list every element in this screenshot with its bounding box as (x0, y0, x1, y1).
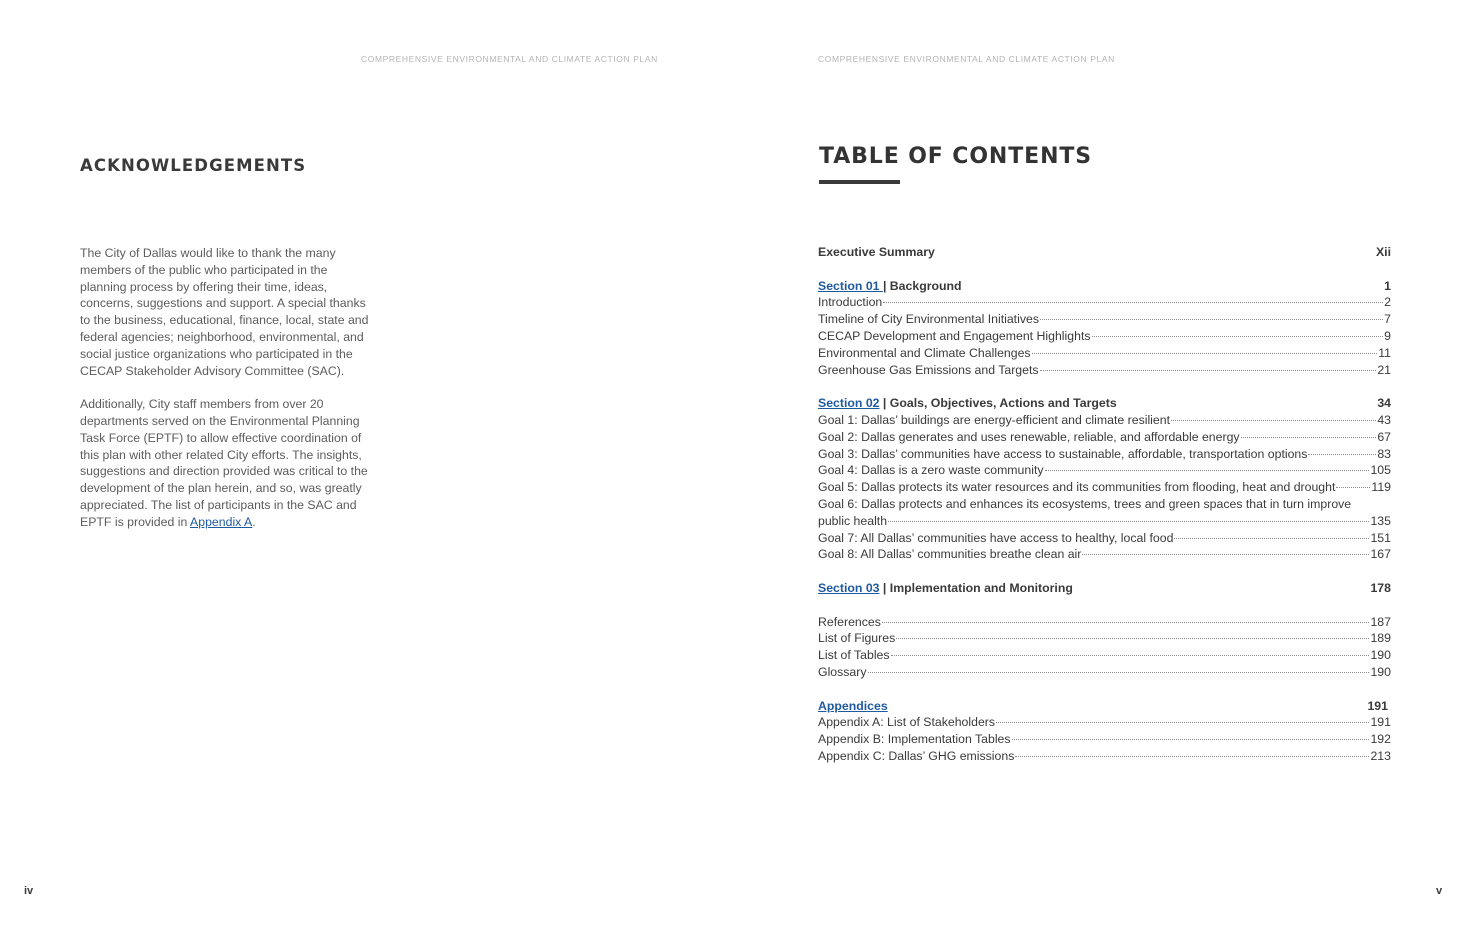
toc-leader-dots (1045, 470, 1370, 471)
toc-entry-page: 21 (1377, 362, 1391, 377)
toc-heading-section-3 (818, 580, 1391, 597)
toc-title-underline (819, 180, 900, 184)
toc-entry-page: 167 (1370, 547, 1391, 562)
toc-leader-dots (1040, 370, 1377, 371)
toc-heading-page: Xii (1375, 245, 1391, 259)
toc-leader-dots (1032, 353, 1378, 354)
page-number-right: v (1436, 885, 1443, 897)
toc-heading-label (818, 395, 1117, 412)
toc-heading-page: 178 (1370, 580, 1391, 595)
toc-entry-goal-6[interactable] (818, 496, 1391, 530)
toc-entry[interactable] (818, 412, 1391, 429)
toc-leader-dots (1308, 454, 1376, 455)
toc-leader-dots (882, 622, 1370, 623)
toc-entry-page: 192 (1370, 732, 1391, 747)
toc-entry-label: Appendix C: Dallas’ GHG emissions (818, 748, 1015, 763)
running-header-left: COMPREHENSIVE ENVIRONMENTAL AND CLIMATE ACTION PLAN (361, 54, 658, 64)
toc-leader-dots (1015, 756, 1369, 757)
table-of-contents (818, 244, 1391, 765)
toc-entry-page: 2 (1384, 295, 1391, 310)
toc-leader-dots (1174, 538, 1369, 539)
toc-entry-page: 11 (1378, 345, 1391, 360)
toc-entry[interactable] (818, 311, 1391, 328)
toc-heading-label (818, 278, 962, 295)
toc-entry[interactable] (818, 362, 1391, 379)
toc-entry[interactable] (818, 546, 1391, 563)
toc-heading-executive-summary[interactable] (818, 244, 1391, 261)
toc-entry-label: Goal 5: Dallas protects its water resources and its communities from flooding, heat and drought (818, 480, 1336, 495)
toc-title: TABLE OF CONTENTS (819, 144, 1093, 169)
toc-entry-page: 119 (1371, 480, 1391, 495)
running-header-right: COMPREHENSIVE ENVIRONMENTAL AND CLIMATE ACTION PLAN (818, 54, 1115, 64)
toc-leader-dots (1092, 336, 1384, 337)
toc-entry[interactable] (818, 530, 1391, 547)
toc-entry-label: Goal 4: Dallas is a zero waste community (818, 463, 1044, 478)
section-03-link[interactable]: Section 03 (818, 580, 880, 595)
toc-leader-dots (883, 302, 1383, 303)
toc-leader-dots (1082, 554, 1369, 555)
toc-entry-page: 189 (1370, 631, 1391, 646)
toc-leader-dots (896, 638, 1369, 639)
toc-entry[interactable] (818, 328, 1391, 345)
toc-heading-page: 1 (1384, 278, 1391, 293)
toc-entry-label-line-2: public health (818, 513, 888, 528)
toc-entry[interactable] (818, 429, 1391, 446)
acknowledgements-body (80, 245, 370, 531)
toc-exec-summary-group (818, 244, 1391, 261)
section-02-link[interactable]: Section 02 (818, 396, 880, 411)
toc-entry-label: List of Figures (818, 631, 896, 646)
toc-entry-label: Appendix A: List of Stakeholders (818, 715, 996, 730)
appendix-a-link[interactable]: Appendix A (190, 514, 253, 529)
acknowledgements-paragraph-2 (80, 396, 370, 530)
toc-heading-label (818, 698, 888, 715)
paragraph-2-text: Additionally, City staff members from over 20 departments served on the Environmental Planning Task Force (EPTF) to allow effective coordination of this plan with other related City efforts. The insights, suggestions and direction provided was critical to the development of the plan herein, and so, was greatly appreciated. The list of participants in the SAC and EPTF is provided in (80, 397, 368, 529)
toc-entry-page: 190 (1370, 664, 1391, 679)
toc-heading-page: 34 (1377, 396, 1391, 411)
toc-leader-dots (1012, 739, 1370, 740)
toc-leader-dots (996, 722, 1369, 723)
toc-entry-page: 213 (1370, 748, 1391, 763)
toc-entry[interactable] (818, 345, 1391, 362)
toc-entry-label: References (818, 614, 881, 629)
toc-entry-label: Goal 3: Dallas’ communities have access to sustainable, affordable, transportation options (818, 446, 1308, 461)
acknowledgements-paragraph-1: The City of Dallas would like to thank the many members of the public who participated in the planning process by offering their time, ideas, concerns, suggestions and support. A special thanks to the business, educational, finance, local, state and federal agencies; neighborhood, environmental, and social justice organizations who participated in the CECAP Stakeholder Advisory Committee (SAC). (80, 246, 369, 378)
toc-entry[interactable] (818, 479, 1391, 496)
toc-leader-dots (888, 521, 1369, 522)
toc-entry-page: 7 (1384, 312, 1391, 327)
toc-entry-page: 135 (1370, 513, 1391, 528)
toc-entry-label: Environmental and Climate Challenges (818, 345, 1031, 360)
toc-heading-appendices (818, 698, 1391, 715)
toc-entry-label: Goal 1: Dallas’ buildings are energy-efficient and climate resilient (818, 412, 1171, 427)
paragraph-2-end: . (252, 514, 256, 529)
toc-heading-section-1 (818, 278, 1391, 295)
toc-section-2-group (818, 395, 1391, 563)
toc-entry[interactable] (818, 614, 1391, 631)
toc-entry-label: Introduction (818, 295, 883, 310)
toc-leader-dots (1336, 487, 1370, 488)
toc-entry[interactable] (818, 664, 1391, 681)
toc-leader-dots (868, 672, 1370, 673)
toc-entry-label-line-1: Goal 6: Dallas protects and enhances its ecosystems, trees and green spaces that in turn improve (818, 496, 1352, 511)
toc-entry[interactable] (818, 446, 1391, 463)
toc-leader-dots (1171, 420, 1376, 421)
toc-leader-dots (1241, 437, 1377, 438)
toc-section-3-group (818, 580, 1391, 597)
toc-entry[interactable] (818, 462, 1391, 479)
toc-entry-label: Appendix B: Implementation Tables (818, 732, 1011, 747)
toc-entry-page: 9 (1384, 328, 1391, 343)
toc-entry-label: List of Tables (818, 648, 890, 663)
toc-entry[interactable] (818, 647, 1391, 664)
toc-heading-label: Executive Summary (818, 245, 935, 259)
toc-entry-page: 105 (1370, 463, 1391, 478)
toc-heading-label (818, 580, 1073, 597)
toc-entry[interactable] (818, 731, 1391, 748)
page-number-left: iv (24, 885, 34, 897)
toc-entry-label: CECAP Development and Engagement Highlights (818, 328, 1091, 343)
toc-entry-label: Greenhouse Gas Emissions and Targets (818, 362, 1039, 377)
section-01-title: | Background (882, 278, 962, 293)
toc-entry-label: Goal 8: All Dallas’ communities breathe clean air (818, 547, 1082, 562)
toc-entry[interactable] (818, 294, 1391, 311)
toc-leader-dots (891, 655, 1370, 656)
toc-section-1-group (818, 278, 1391, 379)
toc-entry[interactable] (818, 714, 1391, 731)
section-01-link[interactable]: Section 01 (818, 278, 883, 293)
toc-entry-label: Timeline of City Environmental Initiatives (818, 312, 1039, 327)
toc-entry-page: 43 (1377, 412, 1391, 427)
toc-entry-label: Goal 7: All Dallas’ communities have access to healthy, local food (818, 530, 1174, 545)
toc-entry[interactable] (818, 630, 1391, 647)
toc-entry-label: Glossary (818, 664, 867, 679)
toc-entry-label: Goal 2: Dallas generates and uses renewable, reliable, and affordable energy (818, 429, 1240, 444)
toc-heading-page: 191 (1367, 698, 1388, 713)
toc-entry-page: 190 (1370, 648, 1391, 663)
toc-leader-dots (1040, 319, 1383, 320)
toc-back-matter-group (818, 614, 1391, 681)
toc-heading-section-2 (818, 395, 1391, 412)
toc-entry[interactable] (818, 748, 1391, 765)
section-03-title: | Implementation and Monitoring (879, 580, 1073, 595)
toc-entry-page: 191 (1370, 715, 1391, 730)
toc-entry-page: 67 (1377, 429, 1391, 444)
toc-entry-page: 187 (1370, 614, 1391, 629)
appendices-link[interactable]: Appendices (818, 698, 888, 713)
toc-appendices-group (818, 698, 1391, 765)
toc-entry-page: 151 (1370, 530, 1391, 545)
acknowledgements-title: ACKNOWLEDGEMENTS (80, 156, 307, 175)
section-02-title: | Goals, Objectives, Actions and Targets (879, 396, 1117, 411)
toc-entry-page: 83 (1377, 446, 1391, 461)
